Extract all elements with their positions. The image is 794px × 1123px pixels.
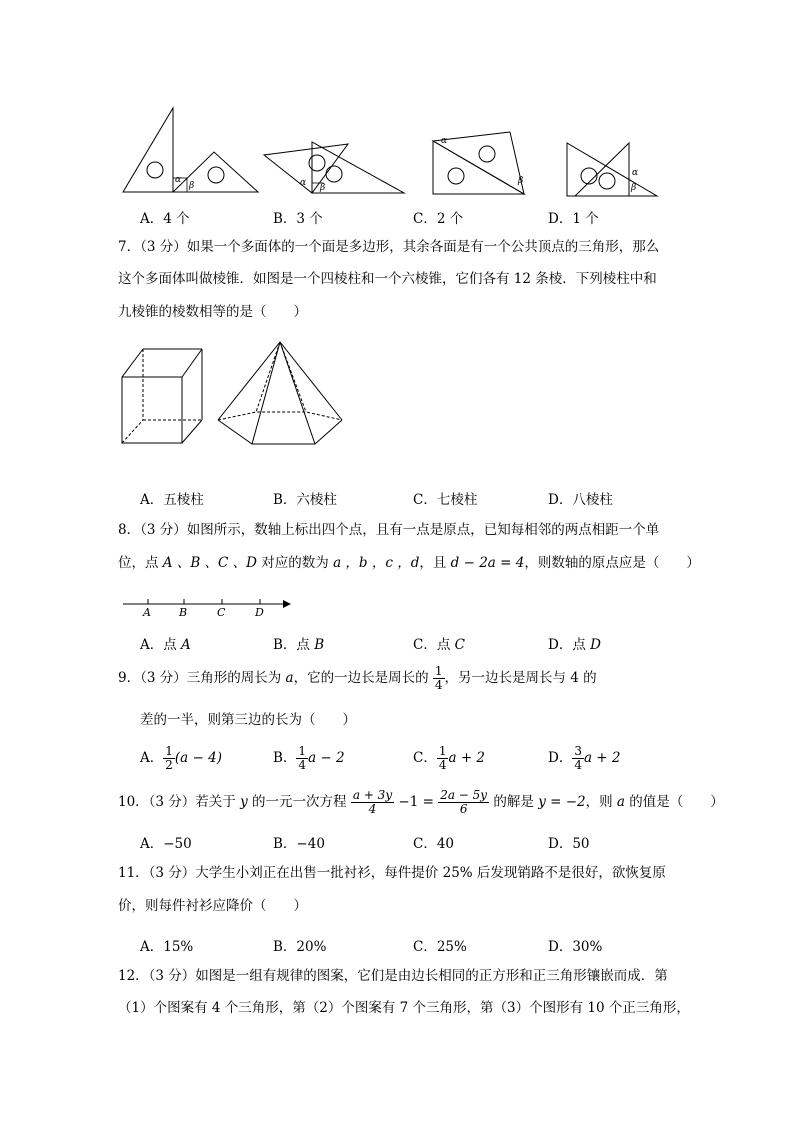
q6-option-a[interactable]: A．4 个 bbox=[140, 211, 190, 227]
q9-frac-den: 4 bbox=[434, 678, 443, 692]
q10-end: 的值是（ ） bbox=[624, 794, 724, 810]
q11-option-c[interactable]: C．25% bbox=[413, 939, 467, 955]
q10-minus-one: −1 = bbox=[394, 794, 439, 810]
q10-option-b[interactable]: B．−40 bbox=[273, 836, 325, 852]
q10-option-a[interactable]: A．−50 bbox=[140, 836, 192, 852]
q12-line-1: 12．（3 分）如图是一组有规律的图案，它们是由边长相同的正方形和正三角形镶嵌而成．第 bbox=[118, 968, 668, 984]
q11-option-d[interactable]: D．30% bbox=[548, 939, 603, 955]
q10-var-a: a bbox=[616, 794, 625, 810]
q8-line-2-post: ，则数轴的原点应是（ ） bbox=[524, 555, 700, 571]
q8-option-b-var: B bbox=[314, 637, 325, 653]
q6-figure-c bbox=[430, 127, 532, 197]
q9-option-c-den: 4 bbox=[438, 758, 447, 772]
q8-line-2-pre: 位，点 bbox=[118, 555, 163, 571]
q9-option-c-frac bbox=[437, 745, 449, 772]
alpha-label: α bbox=[441, 136, 448, 146]
q9-option-d-den: 4 bbox=[574, 758, 582, 772]
q8-condition: d − 2a = 4 bbox=[450, 555, 525, 571]
q11-option-b[interactable]: B．20% bbox=[273, 939, 327, 955]
q7-option-b[interactable]: B．六棱柱 bbox=[273, 492, 337, 508]
alpha-label: α bbox=[300, 178, 307, 188]
q6-option-d[interactable]: D．1 个 bbox=[548, 211, 599, 227]
axis-label-d: D bbox=[255, 606, 264, 619]
q10-rhs-num: 2a − 5y bbox=[440, 788, 488, 802]
beta-label: β bbox=[189, 181, 195, 191]
q9-option-a-den: 2 bbox=[165, 758, 173, 772]
q8-option-a[interactable] bbox=[140, 633, 191, 653]
q6-option-b[interactable]: B．3 个 bbox=[273, 211, 323, 227]
q6-figure-d bbox=[565, 138, 661, 198]
q7-line-2: 这个多面体叫做棱锥．如图是一个四棱柱和一个六棱锥，它们各有 12 条棱．下列棱柱中和 bbox=[118, 271, 657, 287]
q7-option-d[interactable]: D．八棱柱 bbox=[548, 492, 613, 508]
q9-option-b-den: 4 bbox=[298, 758, 307, 772]
q10-mid: 的一元一次方程 bbox=[247, 794, 351, 810]
q9-option-b-num: 1 bbox=[298, 744, 307, 758]
q10-sol-post: ，则 bbox=[585, 794, 617, 810]
q11-line-2: 价，则每件衬衫应降价（ ） bbox=[118, 898, 307, 914]
q9-option-a-frac bbox=[163, 745, 175, 772]
axis-label-a: A bbox=[143, 606, 151, 619]
axis-label-b: B bbox=[179, 606, 188, 619]
q7-option-c[interactable]: C．七棱柱 bbox=[413, 492, 478, 508]
q9-option-a-num: 1 bbox=[165, 744, 173, 758]
alpha-label: α bbox=[175, 175, 182, 185]
q8-line-1: 8．（3 分）如图所示，数轴上标出四个点，且有一点是原点，已知每相邻的两点相距一个单 bbox=[118, 522, 660, 538]
q10-rhs-frac bbox=[438, 789, 489, 816]
q9-option-a-label: A． bbox=[140, 750, 164, 766]
q10-lhs-den: 4 bbox=[368, 802, 377, 816]
q10-rhs-den: 6 bbox=[459, 802, 468, 816]
q10-option-d[interactable]: D．50 bbox=[548, 836, 590, 852]
q9-option-d-tail: a + 2 bbox=[583, 750, 621, 766]
q8-option-a-var: A bbox=[181, 637, 191, 653]
q6-figure-a bbox=[118, 100, 263, 198]
q9-option-c-tail: a + 2 bbox=[448, 750, 486, 766]
q8-option-d-var: D bbox=[590, 637, 601, 653]
q9-line-1-pre: 9．（3 分）三角形的周长为 bbox=[118, 670, 286, 686]
q8-number-line bbox=[120, 592, 295, 620]
q7-line-1: 7．（3 分）如果一个多面体的一个面是多边形，其余各面是有一个公共顶点的三角形，那么 bbox=[118, 239, 660, 255]
q11-option-a[interactable]: A．15% bbox=[140, 939, 194, 955]
q11-line-1: 11．（3 分）大学生小刘正在出售一批衬衫，每件提价 25% 后发现销路不是很好，欲恢复原 bbox=[118, 865, 666, 881]
q9-line-2: 差的一半，则第三边的长为（ ） bbox=[140, 712, 356, 728]
q9-option-d[interactable] bbox=[548, 745, 621, 772]
q8-option-c[interactable] bbox=[413, 633, 465, 653]
q9-option-b-label: B． bbox=[273, 750, 297, 766]
q10-line-1 bbox=[118, 788, 724, 816]
q8-option-d-text: D．点 bbox=[548, 637, 591, 653]
q8-points: A 、B 、C 、D bbox=[162, 555, 257, 571]
q9-option-c-num: 1 bbox=[438, 744, 447, 758]
q8-option-b-text: B．点 bbox=[273, 637, 315, 653]
q7-option-a[interactable]: A．五棱柱 bbox=[140, 492, 204, 508]
q9-option-a-tail: (a − 4) bbox=[174, 750, 222, 766]
q10-lhs-num: a + 3y bbox=[352, 788, 393, 802]
axis-label-c: C bbox=[217, 606, 226, 619]
q10-sol-pre: 的解是 bbox=[489, 794, 539, 810]
q9-option-b-tail: a − 2 bbox=[308, 750, 345, 766]
beta-label: β bbox=[631, 183, 637, 193]
q9-frac-num: 1 bbox=[434, 664, 443, 678]
q8-option-c-text: C．点 bbox=[413, 637, 455, 653]
q8-line-2-mid: 对应的数为 bbox=[257, 555, 334, 571]
q10-pre: 10．（3 分）若关于 bbox=[118, 794, 241, 810]
q9-line-1-post: ，另一边长是周长与 4 的 bbox=[444, 670, 597, 686]
q7-prism-figure bbox=[118, 345, 206, 447]
q9-option-c[interactable] bbox=[413, 745, 485, 772]
q9-option-d-label: D． bbox=[548, 750, 573, 766]
q9-option-b-frac bbox=[296, 745, 308, 772]
q12-line-2: （1）个图案有 4 个三角形，第（2）个图案有 7 个三角形，第（3）个图形有 10 个正三角形， bbox=[118, 1000, 690, 1016]
q9-option-d-num: 3 bbox=[574, 744, 582, 758]
q9-line-1 bbox=[118, 664, 597, 692]
q9-option-d-frac bbox=[572, 745, 584, 772]
q6-option-c[interactable]: C．2 个 bbox=[413, 211, 464, 227]
q7-pyramid-figure bbox=[214, 338, 346, 450]
q10-option-c[interactable]: C．40 bbox=[413, 836, 455, 852]
q8-cond-pre: ，且 bbox=[419, 555, 451, 571]
q6-figure-b bbox=[262, 138, 407, 198]
q8-line-2 bbox=[118, 553, 700, 573]
q9-fraction bbox=[433, 665, 445, 692]
q10-solution: y = −2 bbox=[538, 794, 586, 810]
q9-var-a: a bbox=[285, 670, 294, 686]
q9-option-a[interactable] bbox=[140, 745, 222, 772]
q8-option-a-text: A．点 bbox=[140, 637, 182, 653]
alpha-label: α bbox=[632, 168, 639, 178]
q8-vars: a ，b ，c ，d bbox=[333, 555, 420, 571]
q7-line-3: 九棱锥的棱数相等的是（ ） bbox=[118, 304, 307, 320]
q8-option-c-var: C bbox=[454, 637, 465, 653]
q8-option-d[interactable] bbox=[548, 633, 601, 653]
q8-option-b[interactable] bbox=[273, 633, 324, 653]
beta-label: β bbox=[320, 183, 326, 193]
q9-line-1-mid: ，它的一边长是周长的 bbox=[293, 670, 433, 686]
q10-var-y: y bbox=[240, 794, 248, 810]
beta-label: β bbox=[518, 176, 524, 186]
q9-option-b[interactable] bbox=[273, 745, 345, 772]
q9-option-c-label: C． bbox=[413, 750, 437, 766]
q10-lhs-frac bbox=[351, 789, 394, 816]
